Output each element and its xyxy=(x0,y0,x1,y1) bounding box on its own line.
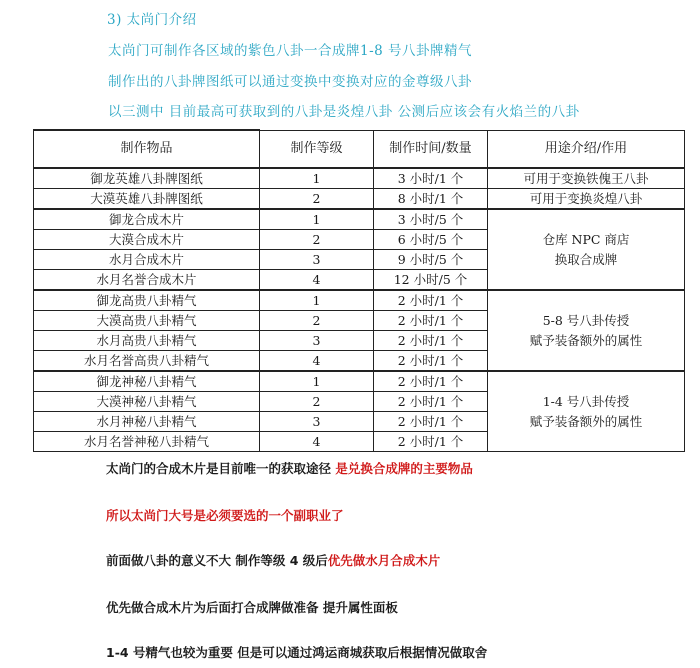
table-header-row xyxy=(34,130,685,168)
table-row xyxy=(34,371,685,392)
table-row xyxy=(34,209,685,230)
wood-usage xyxy=(488,209,685,290)
item-level: 1 xyxy=(260,209,374,230)
item-level: 3 xyxy=(260,250,374,270)
header-level: 制作等级 xyxy=(260,130,374,168)
item-time: 2 小时/1 个 xyxy=(374,371,488,392)
header-item: 制作物品 xyxy=(34,130,260,168)
item-name: 水月神秘八卦精气 xyxy=(34,412,260,432)
item-name: 大漠英雄八卦牌图纸 xyxy=(34,189,260,210)
item-level: 3 xyxy=(260,331,374,351)
note-text: 太尚门的合成木片是目前唯一的获取途径 xyxy=(106,461,332,476)
item-level: 1 xyxy=(260,168,374,189)
usage-line: 赋予装备额外的属性 xyxy=(529,413,643,429)
note-highlight: 是兑换合成牌的主要物品 xyxy=(335,461,473,476)
item-time: 2 小时/1 个 xyxy=(374,290,488,311)
table-row xyxy=(34,168,685,189)
item-level: 4 xyxy=(260,351,374,372)
item-name: 水月合成木片 xyxy=(34,250,260,270)
usage-line: 仓库 NPC 商店 xyxy=(542,231,630,247)
item-time: 2 小时/1 个 xyxy=(374,351,488,372)
note-line xyxy=(106,551,440,569)
item-time: 3 小时/5 个 xyxy=(374,209,488,230)
item-time: 2 小时/1 个 xyxy=(374,412,488,432)
item-level: 3 xyxy=(260,412,374,432)
item-time: 2 小时/1 个 xyxy=(374,331,488,351)
item-name: 御龙高贵八卦精气 xyxy=(34,290,260,311)
item-time: 3 小时/1 个 xyxy=(374,168,488,189)
note-line: 优先做合成木片为后面打合成牌做准备 提升属性面板 xyxy=(106,600,398,615)
section-heading: 3) 太尚门介绍 xyxy=(107,12,197,28)
table-row xyxy=(34,189,685,210)
item-level: 1 xyxy=(260,371,374,392)
item-name: 水月名誉神秘八卦精气 xyxy=(34,432,260,452)
note-highlight: 优先做水月合成木片 xyxy=(327,553,441,568)
item-level: 1 xyxy=(260,290,374,311)
usage-line: 5-8 号八卦传授 xyxy=(542,312,630,328)
note-text: 前面做八卦的意义不大 制作等级 4 级后 xyxy=(106,553,328,568)
intro-line: 制作出的八卦牌图纸可以通过变换中变换对应的金尊级八卦 xyxy=(108,74,472,90)
note-line: 1-4 号精气也较为重要 但是可以通过鸿运商城获取后根据情况做取舍 xyxy=(106,645,488,660)
item-level: 2 xyxy=(260,392,374,412)
item-name: 大漠合成木片 xyxy=(34,230,260,250)
header-time: 制作时间/数量 xyxy=(374,130,488,168)
note-line: 所以太尚门大号是必须要选的一个副职业了 xyxy=(106,508,344,523)
mystic-usage xyxy=(488,371,685,452)
item-name: 水月名誉合成木片 xyxy=(34,270,260,291)
item-time: 2 小时/1 个 xyxy=(374,432,488,452)
header-usage: 用途介绍/作用 xyxy=(488,130,685,168)
item-level: 2 xyxy=(260,189,374,210)
item-name: 御龙合成木片 xyxy=(34,209,260,230)
item-level: 2 xyxy=(260,230,374,250)
usage-line: 1-4 号八卦传授 xyxy=(542,393,630,409)
item-time: 12 小时/5 个 xyxy=(374,270,488,291)
item-name: 水月名誉高贵八卦精气 xyxy=(34,351,260,372)
item-name: 御龙英雄八卦牌图纸 xyxy=(34,168,260,189)
intro-line: 以三测中 目前最高可获取到的八卦是炎煌八卦 公测后应该会有火焰兰的八卦 xyxy=(108,104,580,120)
item-usage: 可用于变换铁傀王八卦 xyxy=(488,168,685,189)
item-time: 2 小时/1 个 xyxy=(374,392,488,412)
item-usage: 可用于变换炎煌八卦 xyxy=(488,189,685,210)
crafting-table xyxy=(33,129,685,452)
table-row xyxy=(34,290,685,311)
item-time: 2 小时/1 个 xyxy=(374,311,488,331)
item-time: 9 小时/5 个 xyxy=(374,250,488,270)
note-line xyxy=(106,459,473,477)
item-level: 4 xyxy=(260,270,374,291)
usage-line: 换取合成牌 xyxy=(554,251,618,267)
item-level: 4 xyxy=(260,432,374,452)
item-name: 水月高贵八卦精气 xyxy=(34,331,260,351)
intro-line: 太尚门可制作各区域的紫色八卦一合成牌1-8 号八卦牌精气 xyxy=(108,43,473,59)
item-time: 8 小时/1 个 xyxy=(374,189,488,210)
item-name: 大漠高贵八卦精气 xyxy=(34,311,260,331)
noble-usage xyxy=(488,290,685,371)
item-level: 2 xyxy=(260,311,374,331)
item-name: 大漠神秘八卦精气 xyxy=(34,392,260,412)
usage-line: 赋予装备额外的属性 xyxy=(529,332,643,348)
item-name: 御龙神秘八卦精气 xyxy=(34,371,260,392)
item-time: 6 小时/5 个 xyxy=(374,230,488,250)
